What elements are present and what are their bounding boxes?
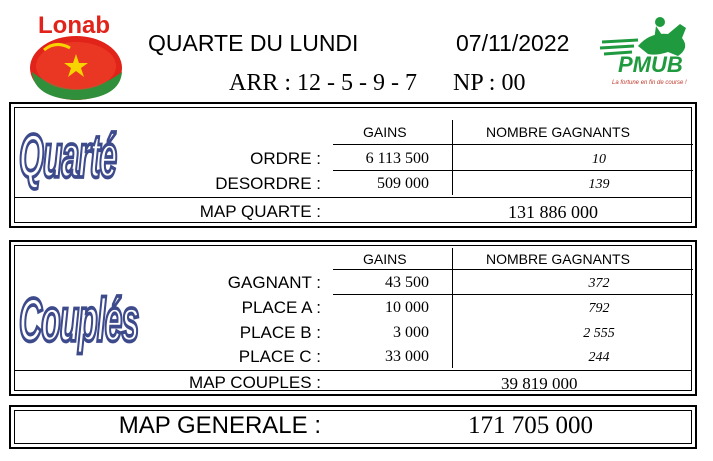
arrival-line: [229, 70, 525, 97]
couples-section: [9, 240, 697, 396]
quarte-map-divider: [14, 197, 692, 198]
couples-section-title: Couplés: [19, 286, 139, 355]
couples-row-label: PLACE A :: [241, 298, 321, 317]
quarte-col-divider: [452, 120, 453, 195]
race-date: 07/11/2022: [456, 30, 570, 56]
couples-row-winners: 244: [588, 350, 610, 365]
quarte-row-label: ORDRE :: [250, 149, 321, 168]
quarte-row-label: DESORDRE :: [215, 174, 321, 193]
couples-row-gain: 43 500: [385, 274, 429, 291]
couples-row-rule: [333, 294, 693, 295]
pmub-tagline: La fortune en fin de course !: [612, 80, 687, 86]
quarte-header-rule: [333, 144, 693, 145]
couples-row-gain: 33 000: [385, 348, 429, 365]
couples-row-winners: 792: [588, 301, 610, 316]
general-map-label: MAP GENERALE :: [118, 412, 321, 439]
quarte-row-winners: 139: [588, 177, 610, 192]
couples-col-winners: NOMBRE GAGNANTS: [486, 251, 630, 267]
arrivee-result: ARR : 12 - 5 - 9 - 7: [229, 70, 417, 96]
quarte-section: [9, 102, 697, 228]
couples-row-winners: 2 555: [583, 326, 615, 341]
quarte-row-gain: 6 113 500: [365, 150, 429, 167]
quarte-row-rule: [333, 170, 693, 171]
quarte-col-gains: GAINS: [363, 124, 407, 140]
quarte-map-label: MAP QUARTE :: [199, 202, 321, 221]
lonab-logo: [26, 10, 128, 102]
lonab-logo-text: Lonab: [38, 12, 110, 39]
couples-map-label: MAP COUPLES :: [189, 373, 321, 392]
couples-row-label: GAGNANT :: [227, 273, 321, 292]
page-title: QUARTE DU LUNDI: [148, 30, 359, 56]
couples-header-rule: [333, 269, 693, 270]
general-section: [9, 405, 697, 449]
couples-row-gain: 3 000: [393, 324, 429, 341]
couples-row-label: PLACE C :: [238, 347, 321, 366]
quarte-map-value: 131 886 000: [508, 202, 598, 222]
couples-row-winners: 372: [588, 276, 610, 291]
quarte-section-title: Quarté: [19, 122, 117, 191]
quarte-col-winners: NOMBRE GAGNANTS: [486, 124, 630, 140]
couples-map-value: 39 819 000: [501, 374, 578, 393]
couples-col-divider: [452, 248, 453, 368]
general-map-value: 171 705 000: [468, 412, 593, 439]
quarte-row-winners: 10: [592, 152, 606, 167]
non-partants: NP : 00: [453, 70, 526, 96]
pmub-logo: [598, 12, 702, 96]
quarte-row-gain: 509 000: [377, 175, 429, 192]
pmub-logo-text: PMUB: [618, 52, 683, 77]
couples-col-gains: GAINS: [363, 251, 407, 267]
couples-row-gain: 10 000: [385, 299, 429, 316]
couples-map-divider: [14, 370, 692, 371]
couples-row-label: PLACE B :: [239, 323, 321, 342]
